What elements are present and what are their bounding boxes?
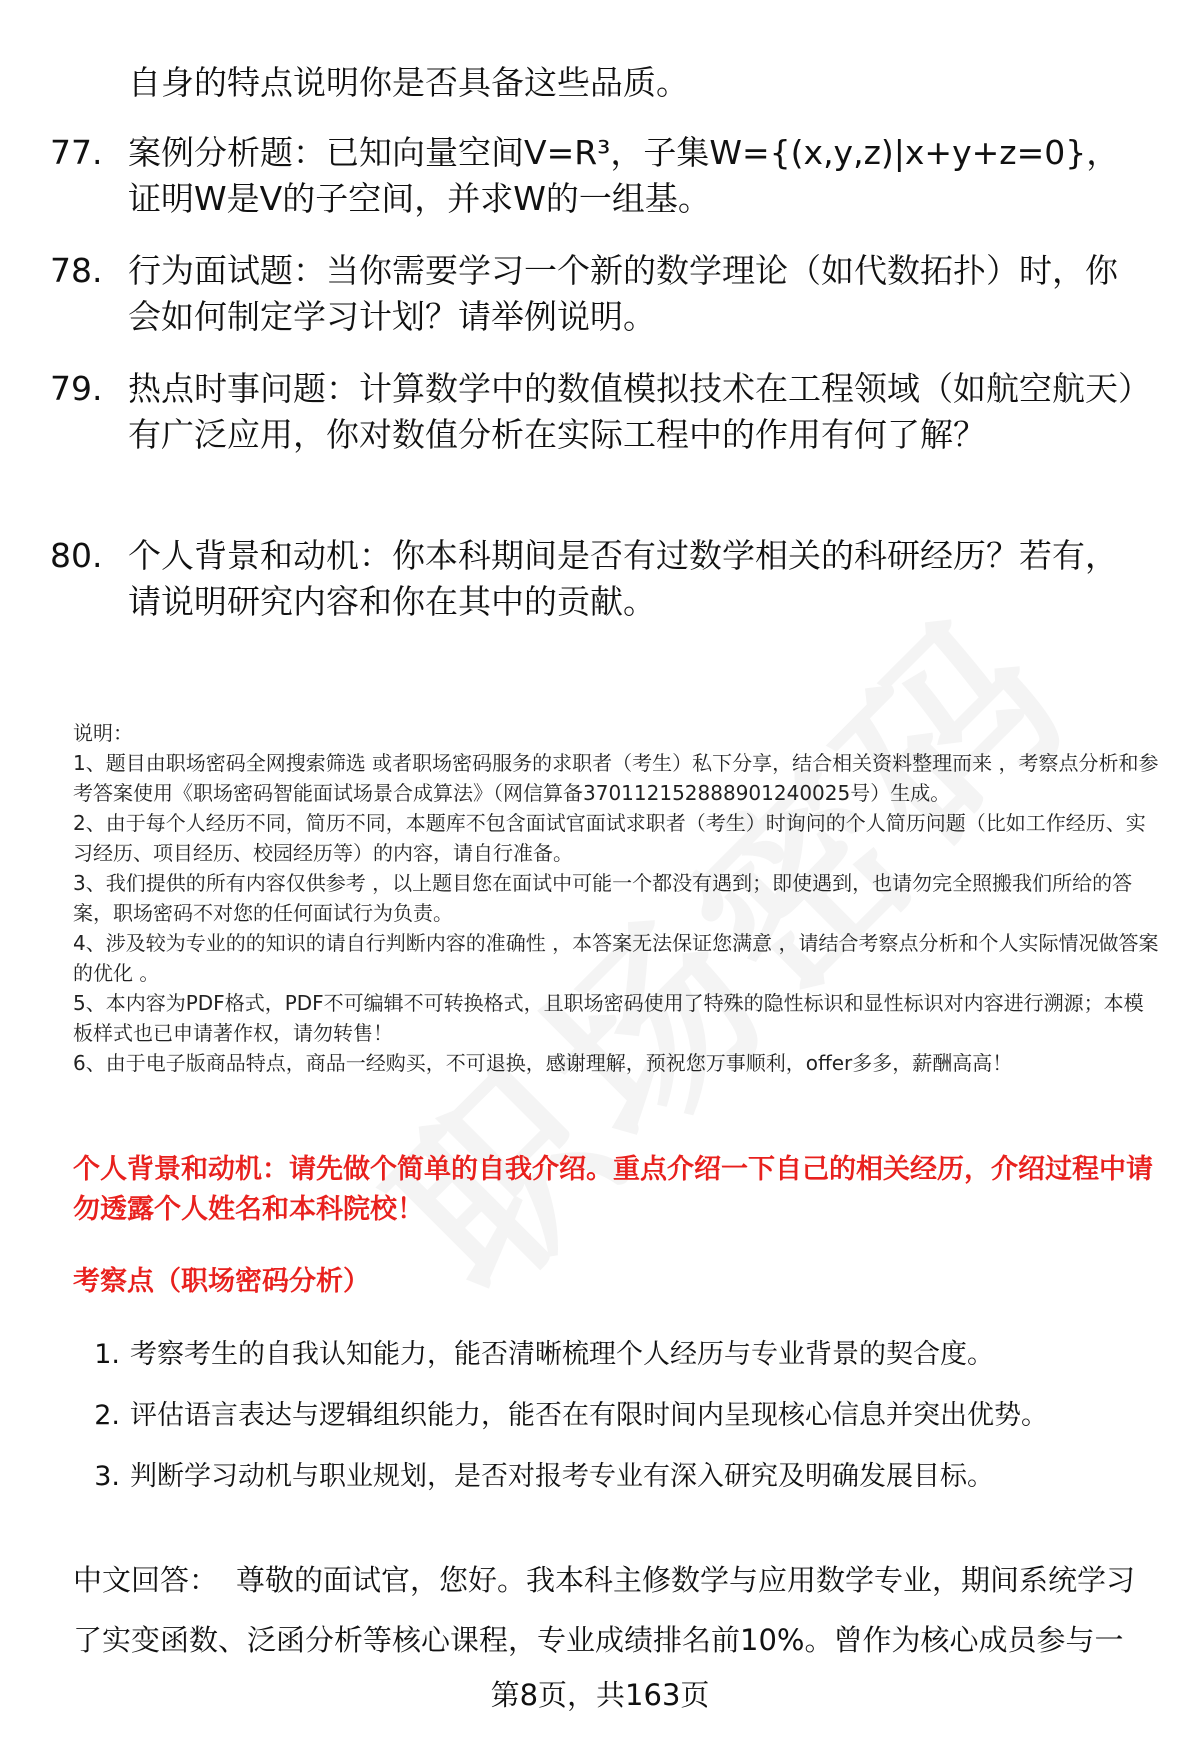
notes-title: 说明：	[73, 721, 133, 745]
point-number: 1.	[94, 1339, 120, 1370]
notes-item: 6、由于电子版商品特点，商品一经购买，不可退换，感谢理解，预祝您万事顺利，offer多多，薪酬高高！	[73, 1051, 1013, 1075]
question-number: 77.	[50, 133, 103, 172]
assessment-point	[80, 1457, 1170, 1518]
notes-item: 5、本内容为PDF格式，PDF不可编辑不可转换格式，且职场密码使用了特殊的隐性标识和显性标识对内容进行溯源；本模板样式也已申请著作权，请勿转售！	[73, 991, 1144, 1045]
assessment-point	[80, 1396, 1170, 1457]
notes-item: 4、涉及较为专业的的知识的请自行判断内容的准确性 ，本答案无法保证您满意 ，请结合考察点分析和个人实际情况做答案的优化 。	[73, 931, 1159, 985]
notes-item: 2、由于每个人经历不同，简历不同，本题库不包含面试官面试求职者（考生）时询问的个人简历问题（比如工作经历、实习经历、项目经历、校园经历等）的内容，请自行准备。	[73, 811, 1146, 865]
point-number: 2.	[94, 1400, 120, 1431]
point-text: 考察考生的自我认知能力，能否清晰梳理个人经历与专业背景的契合度。	[130, 1339, 994, 1370]
question-number: 80.	[50, 536, 103, 575]
point-number: 3.	[94, 1461, 120, 1492]
assessment-points	[80, 1335, 1170, 1518]
assessment-point	[80, 1335, 1170, 1396]
notes-section	[73, 718, 1163, 1078]
answer-section	[73, 1550, 1163, 1670]
answer-text: 尊敬的面试官，您好。我本科主修数学与应用数学专业，期间系统学习了实变函数、泛函分析等核心课程，专业成绩排名前10%。曾作为核心成员参与一	[73, 1563, 1136, 1657]
question-text: 热点时事问题：计算数学中的数值模拟技术在工程领域（如航空航天）有广泛应用，你对数值分析在实际工程中的作用有何了解？	[128, 369, 1135, 454]
point-text: 评估语言表达与逻辑组织能力，能否在有限时间内呈现核心信息并突出优势。	[130, 1400, 1048, 1431]
question-text: 行为面试题：当你需要学习一个新的数学理论（如代数拓扑）时，你会如何制定学习计划？请举例说明。	[128, 251, 1118, 336]
notes-item: 3、我们提供的所有内容仅供参考 ，以上题目您在面试中可能一个都没有遇到；即使遇到，也请勿完全照搬我们所给的答案，职场密码不对您的任何面试行为负责。	[73, 871, 1133, 925]
answer-label: 中文回答：	[73, 1563, 219, 1597]
question-continuation: 自身的特点说明你是否具备这些品质。	[128, 63, 689, 102]
point-text: 判断学习动机与职业规划，是否对报考专业有深入研究及明确发展目标。	[130, 1461, 994, 1492]
question-text: 案例分析题：已知向量空间V=R³，子集W={(x,y,z)|x+y+z=0}，证明W是V的子空间，并求W的一组基。	[128, 133, 1120, 218]
question-text: 个人背景和动机：你本科期间是否有过数学相关的科研经历？若有，请说明研究内容和你在其中的贡献。	[128, 536, 1118, 621]
featured-question: 个人背景和动机：请先做个简单的自我介绍。重点介绍一下自己的相关经历，介绍过程中请勿透露个人姓名和本科院校！	[73, 1154, 1153, 1225]
question-number: 78.	[50, 251, 103, 290]
question-number: 79.	[50, 369, 103, 408]
page-footer: 第8页，共163页	[490, 1678, 710, 1712]
notes-item: 1、题目由职场密码全网搜索筛选 或者职场密码服务的求职者（考生）私下分享，结合相关资料整理而来 ，考察点分析和参考答案使用《职场密码智能面试场景合成算法》（网信算备370112152888901240025号）生成。	[73, 751, 1159, 805]
assessment-heading: 考察点（职场密码分析）	[73, 1266, 370, 1297]
